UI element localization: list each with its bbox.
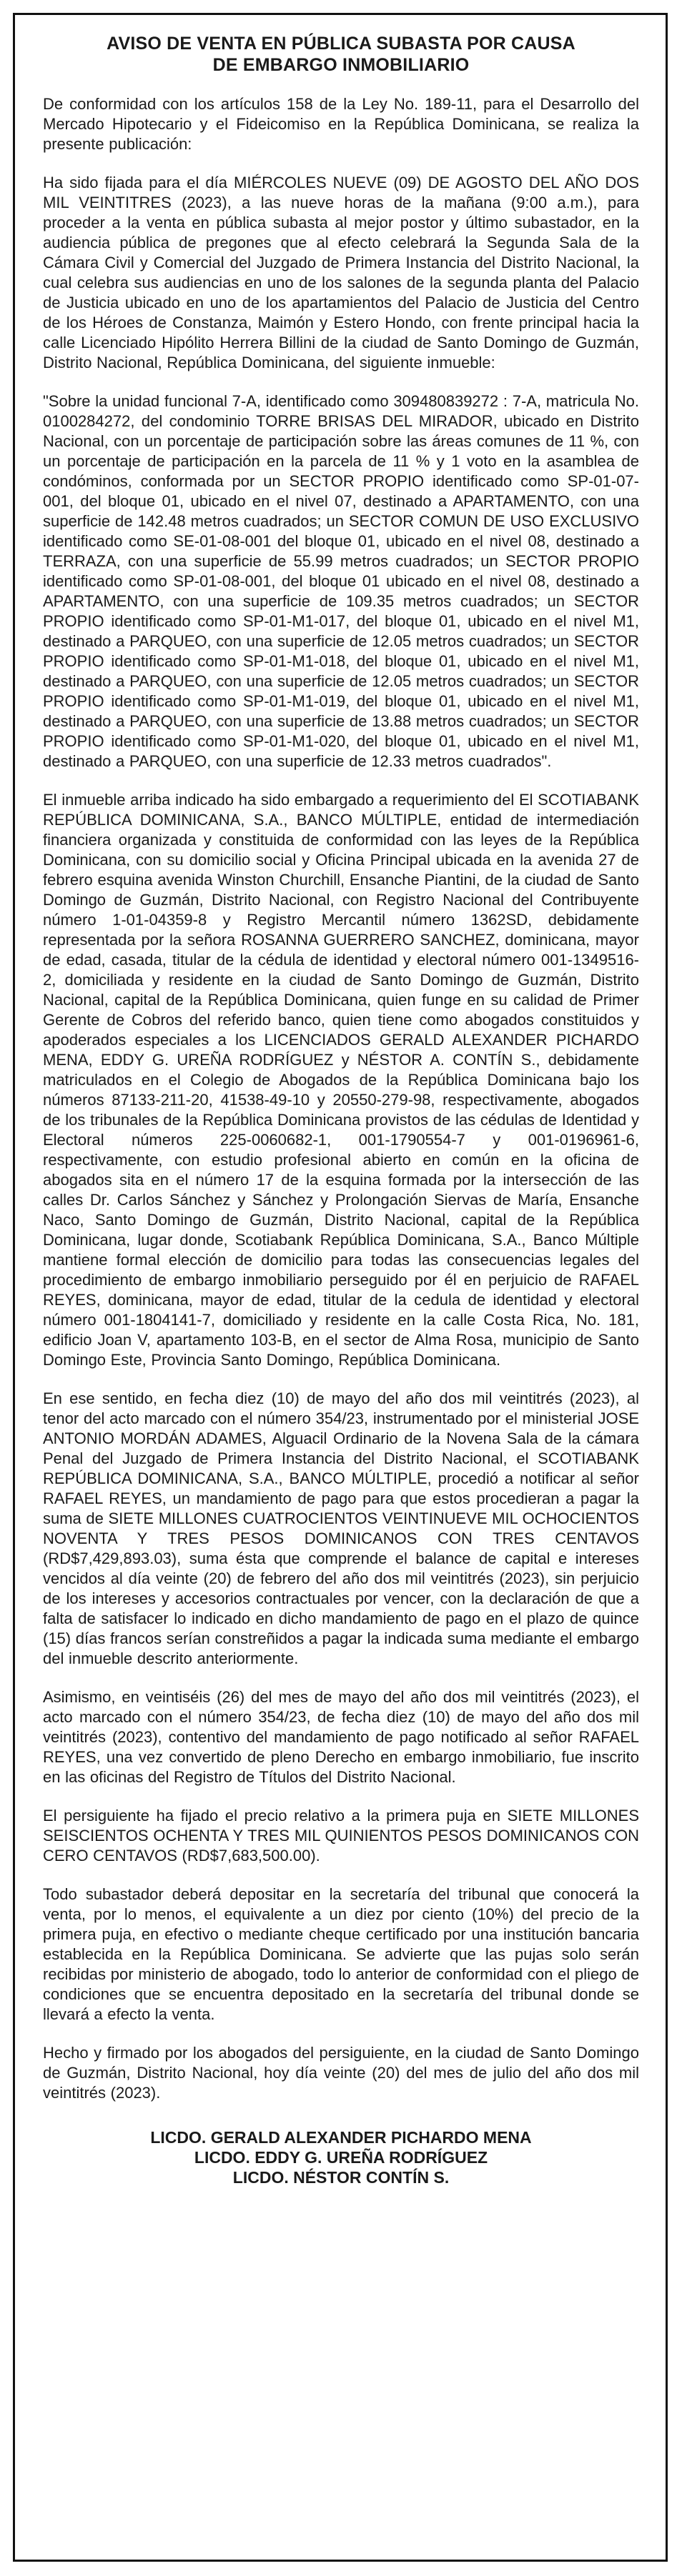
signature-line: LICDO. EDDY G. UREÑA RODRÍGUEZ — [194, 2148, 488, 2167]
payment-order-paragraph: En ese sentido, en fecha diez (10) de mayo del año dos mil veintitrés (2023), al tenor del acto marcado con el número 354/23, instrumentado por el ministerial JOSE ANTONIO MORDÁN ADAMES, Alguacil Ordinario de la Novena Sala de la cámara Penal del Juzgado de Primera Instancia del Distrito Nacional, el SCOTIABANK REPÚBLICA DOMINICANA, S.A., BANCO MÚLTIPLE, procedió a notificar al señor RAFAEL REYES, un mandamiento de pago para que estos procedieran a pagar la suma de SIETE MILLONES CUATROCIENTOS VEINTINUEVE MIL OCHOCIENTOS NOVENTA Y TRES PESOS DOMINICANOS CON TRES CENTAVOS (RD$7,429,893.03), suma ésta que comprende el balance de capital e intereses vencidos al día veinte (20) de febrero del año dos mil veintitrés (2023), sin perjuicio de los intereses y accesorios contractuales por vencer, con la declaración de que a falta de satisfacer lo indicado en dicho mandamiento de pago en el plazo de quince (15) días francos serían constreñidos a pagar la indicada suma mediante el embargo del inmueble descrito anteriormente. — [43, 1389, 639, 1667]
notice-title-line2: DE EMBARGO INMOBILIARIO — [212, 55, 470, 75]
signature-block — [43, 2127, 639, 2187]
property-description-paragraph: "Sobre la unidad funcional 7-A, identificado como 309480839272 : 7-A, matricula No. 0100284272, del condominio TORRE BRISAS DEL MIRADOR, ubicado en Distrito Nacional, con un porcentaje de participación sobre las áreas comunes de 11 %, con un porcentaje de participación en la parcela de 11 % y 1 voto en la asamblea de condóminos, conformada por un SECTOR PROPIO identificado como SP-01-07-001, del bloque 01, ubicado en el nivel 07, destinado a APARTAMENTO, con una superficie de 142.48 metros cuadrados; un SECTOR COMUN DE USO EXCLUSIVO identificado como SE-01-08-001 del bloque 01, ubicado en el nivel 08, destinado a TERRAZA, con una superficie de 55.99 metros cuadrados; un SECTOR PROPIO identificado como SP-01-08-001, del bloque 01 ubicado en el nivel 08, destinado a APARTAMENTO, con una superficie de 109.35 metros cuadrados; un SECTOR PROPIO identificado como SP-01-M1-017, del bloque 01, ubicado en el nivel M1, destinado a PARQUEO, con una superficie de 12.05 metros cuadrados; un SECTOR PROPIO identificado como SP-01-M1-018, del bloque 01, ubicado en el nivel M1, destinado a PARQUEO, con una superficie de 12.05 metros cuadrados; un SECTOR PROPIO identificado como SP-01-M1-019, del bloque 01, ubicado en el nivel M1, destinado a PARQUEO, con una superficie de 13.88 metros cuadrados; un SECTOR PROPIO identificado como SP-01-M1-020, del bloque 01, ubicado en el nivel M1, destinado a PARQUEO, con una superficie de 12.33 metros cuadrados". — [43, 392, 639, 770]
registration-paragraph: Asimismo, en veintiséis (26) del mes de mayo del año dos mil veintitrés (2023), el acto marcado con el número 354/23, de fecha diez (10) de mayo del año dos mil veintitrés (2023), contentivo del mandamiento de pago notificado al señor RAFAEL REYES, una vez convertido de pleno Derecho en embargo inmobiliario, fue inscrito en las oficinas del Registro de Títulos del Distrito Nacional. — [43, 1688, 639, 1786]
signing-paragraph: Hecho y firmado por los abogados del persiguiente, en la ciudad de Santo Domingo de Guzmán, Distrito Nacional, hoy día veinte (20) del mes de julio del año dos mil veintitrés (2023). — [43, 2044, 639, 2102]
auction-date-paragraph: Ha sido fijada para el día MIÉRCOLES NUEVE (09) DE AGOSTO DEL AÑO DOS MIL VEINTITRES (2023), a las nueve horas de la mañana (9:00 a.m.), para proceder a la venta en pública subasta al mejor postor y último subastador, en la audiencia pública de pregones que al efecto celebrará la Segunda Sala de la Cámara Civil y Comercial del Juzgado de Primera Instancia del Distrito Nacional, la cual celebra sus audiencias en uno de los salones de la segunda planta del Palacio de Justicia ubicado en uno de los apartamientos del Palacio de Justicia del Centro de los Héroes de Constanza, Maimón y Estero Hondo, con frente principal hacia la calle Licenciado Hipólito Herrera Billini de la ciudad de Santo Domingo de Guzmán, Distrito Nacional, República Dominicana, del siguiente inmueble: — [43, 174, 639, 371]
signature-line: LICDO. NÉSTOR CONTÍN S. — [232, 2168, 450, 2187]
creditor-paragraph: El inmueble arriba indicado ha sido embargado a requerimiento del El SCOTIABANK REPÚBLICA DOMINICANA, S.A., BANCO MÚLTIPLE, entidad de intermediación financiera organizada y constituida de conformidad con las leyes de la República Dominicana, con su domicilio social y Oficina Principal ubicada en la avenida 27 de febrero esquina avenida Winston Churchill, Ensanche Piantini, de la ciudad de Santo Domingo de Guzmán, Distrito Nacional, con Registro Nacional del Contribuyente número 1-01-04359-8 y Registro Mercantil número 1362SD, debidamente representada por la señora ROSANNA GUERRERO SANCHEZ, dominicana, mayor de edad, casada, titular de la cédula de identidad y electoral número 001-1349516-2, domiciliada y residente en la ciudad de Santo Domingo de Guzmán, Distrito Nacional, capital de la República Dominicana, quien funge en su calidad de Primer Gerente de Cobros del referido banco, quien tiene como abogados constituidos y apoderados especiales a los LICENCIADOS GERALD ALEXANDER PICHARDO MENA, EDDY G. UREÑA RODRÍGUEZ y NÉSTOR A. CONTÍN S., debidamente matriculados en el Colegio de Abogados de la República Dominicana bajo los números 87133-211-20, 41538-49-10 y 20550-279-98, respectivamente, abogados de los tribunales de la República Dominicana provistos de las cédulas de Identidad y Electoral números 225-0060682-1, 001-1790554-7 y 001-0196961-6, respectivamente, con estudio profesional abierto en común en la oficina de abogados sita en el número 17 de la esquina formada por la intersección de las calles Dr. Carlos Sánchez y Sánchez y Prolongación Siervas de María, Ensanche Naco, Santo Domingo de Guzmán, Distrito Nacional, capital de la República Dominicana, lugar donde, Scotiabank República Dominicana, S.A., Banco Múltiple mantiene formal elección de domicilio para todas las consecuencias legales del procedimiento de embargo inmobiliario perseguido por él en perjuicio de RAFAEL REYES, dominicana, mayor de edad, titular de la cedula de identidad y electoral número 001-1804141-7, domiciliado y residente en la calle Costa Rica, No. 181, edificio Joan V, apartamento 103-B, en el sector de Alma Rosa, municipio de Santo Domingo Este, Provincia Santo Domingo, República Dominicana. — [43, 791, 639, 1369]
first-bid-price-paragraph: El persiguiente ha fijado el precio relativo a la primera puja en SIETE MILLONES SEISCIENTOS OCHENTA Y TRES MIL QUINIENTOS PESOS DOMINICANOS CON CERO CENTAVOS (RD$7,683,500.00). — [43, 1807, 639, 1864]
notice-title — [43, 33, 639, 76]
signature-line: LICDO. GERALD ALEXANDER PICHARDO MENA — [150, 2128, 532, 2147]
deposit-requirements-paragraph: Todo subastador deberá depositar en la secretaría del tribunal que conocerá la venta, por lo menos, el equivalente a un diez por ciento (10%) del precio de la primera puja, en efectivo o mediante cheque certificado por una institución bancaria establecida en la República Dominicana. Se advierte que las pujas solo serán recibidas por ministerio de abogado, todo lo anterior de conformidad con el pliego de condiciones que se encuentra depositado en la secretaría del tribunal donde se llevará a efecto la venta. — [43, 1885, 639, 2023]
legal-notice — [43, 29, 639, 2187]
intro-paragraph: De conformidad con los artículos 158 de la Ley No. 189-11, para el Desarrollo del Mercado Hipotecario y el Fideicomiso en la República Dominicana, se realiza la presente publicación: — [43, 95, 639, 153]
notice-title-line1: AVISO DE VENTA EN PÚBLICA SUBASTA POR CAUSA — [107, 34, 575, 54]
